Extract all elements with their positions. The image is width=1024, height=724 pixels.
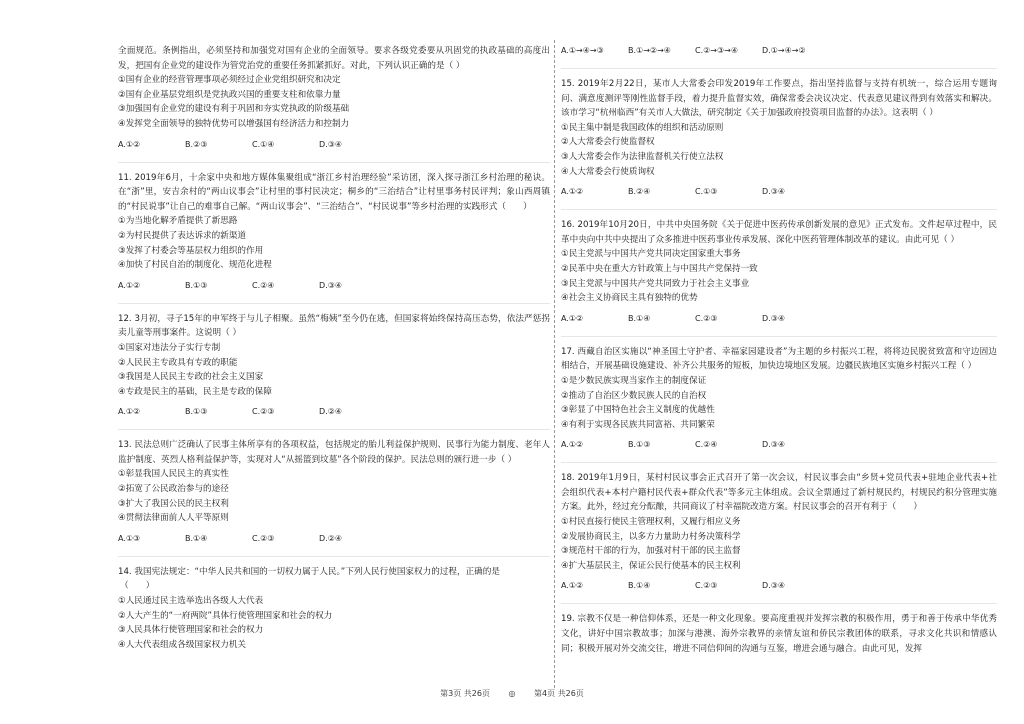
option-1: ①国有企业的经营管理事项必须经过企业党组织研究和决定	[118, 75, 341, 86]
page-footer	[0, 688, 1024, 699]
question-separator	[118, 303, 550, 304]
answer-c: C.①③	[695, 187, 718, 197]
option-4: ④人大代表组成各级国家权力机关	[118, 639, 247, 650]
answer-d: D.①→④→②	[762, 46, 806, 55]
option-1: ①人民通过民主选举选出各级人大代表	[118, 596, 264, 607]
answer-choices	[561, 579, 997, 593]
option-2: ②拓宽了公民政治参与的途径	[118, 484, 229, 495]
option-4: ④社会主义协商民主具有独特的优势	[561, 293, 698, 304]
option-2: ②人大产生的“一府两院”具体行使管理国家和社会的权力	[118, 610, 333, 621]
option-1: ①彰显我国人民民主的真实性	[118, 469, 229, 480]
option-1: ①民主集中制是我国政体的组织和活动原则	[561, 122, 724, 133]
question-11	[118, 171, 550, 293]
question-separator	[561, 209, 997, 210]
answer-choices	[118, 279, 550, 293]
question-14	[118, 565, 550, 653]
option-3: ③民主党派与中国共产党共同致力于社会主义事业	[561, 278, 750, 289]
question-separator	[561, 68, 997, 69]
right-column	[561, 44, 997, 656]
option-2: ②推动了自治区少数民族人民的自治权	[561, 390, 707, 401]
answer-a: A.①②	[118, 280, 141, 290]
answer-c: C.②③	[252, 533, 275, 543]
question-15	[561, 77, 997, 199]
option-3: ③发挥了村委会等基层权力组织的作用	[118, 245, 264, 256]
option-3: ③人民具体行使管理国家和社会的权力	[118, 625, 264, 636]
question-13	[118, 438, 550, 546]
page-number-right: 第4页 共26页	[534, 689, 584, 698]
answer-b: B.①→②→④	[628, 46, 671, 55]
answer-c: C.②③	[695, 313, 718, 323]
option-1: ①是少数民族实现当家作主的制度保证	[561, 375, 707, 386]
answer-b: B.①③	[185, 407, 208, 417]
answer-d: D.③④	[319, 280, 343, 290]
question-separator	[118, 556, 550, 557]
answer-c: C.②③	[252, 407, 275, 417]
answer-d: D.③④	[319, 139, 343, 149]
option-2: ②发展协商民主，以多方力量助力村务决策科学	[561, 531, 741, 542]
option-4: ④扩大基层民主，保证公民行使基本的民主权利	[561, 560, 741, 571]
question-stem: 15. 2019年2月22日，某市人大常委会印发2019年工作要点，指出坚持监督与支持有机统一，综合运用专题询问、满意度测评等刚性监督手段，着力提升监督实效，确保常委会决议决定、代表意见建议得到有效落实和解决。该市学习“杭州临西”有关市人大做法，研究制定《关于加强政府投资项目监督的办法》。这表明（ ）	[561, 79, 997, 119]
answer-c: C.②→③→④	[695, 46, 739, 55]
answer-choices	[118, 532, 550, 546]
question-stem: 19. 宗教不仅是一种信仰体系，还是一种文化现象。要高度重视并发挥宗教的积极作用，勇于和善于传承中华优秀文化，讲好中国宗教故事；加深与港澳、海外宗教界的亲情友谊和侨民宗教团体的联系，寻求文化共识和情感认同；积极开展对外交流交往，增进不同信仰间的沟通与互鉴，增进会通与融合。由此可见，发挥	[561, 614, 997, 654]
option-1: ①民主党派与中国共产党共同决定国家重大事务	[561, 249, 741, 260]
answer-c: C.①④	[252, 139, 275, 149]
answer-a: A.①②	[561, 187, 584, 197]
answer-a: A.①②	[118, 407, 141, 417]
question-stem: 14. 我国宪法规定：“中华人民共和国的一切权力属于人民。”下列人民行使国家权力的过程，正确的是	[118, 566, 500, 577]
question-stem: 12. 3月初，寻子15年的申军终于与儿子相聚。虽然“梅姨”至今仍在逃，但国家将始终保持高压态势，依法严惩拐卖儿童等刑事案件。这说明（ ）	[118, 313, 550, 339]
question-19	[561, 612, 997, 656]
option-4: ④贯彻法律面前人人平等原则	[118, 513, 229, 524]
option-4: ④加快了村民自治的制度化、规范化进程	[118, 260, 272, 271]
answer-choices	[561, 438, 997, 452]
answer-choices	[118, 138, 550, 152]
answer-b: B.①④	[628, 581, 651, 591]
page-number-left: 第3页 共26页	[440, 689, 490, 698]
center-mark: ◎	[508, 689, 516, 698]
answer-b: B.②④	[628, 187, 651, 197]
answer-a: A.①→④→③	[561, 46, 604, 55]
option-3: ③人大常委会作为法律监督机关行使立法权	[561, 151, 724, 162]
answer-choices	[118, 405, 550, 419]
question-separator	[118, 429, 550, 430]
answer-d: D.③④	[762, 187, 786, 197]
question-separator	[561, 462, 997, 463]
question-intro	[118, 44, 550, 152]
option-3: ③彰显了中国特色社会主义制度的优越性	[561, 405, 715, 416]
option-1: ①村民直接行使民主管理权利，又履行相应义务	[561, 517, 741, 528]
answer-b: B.①③	[185, 280, 208, 290]
question-stem: 13. 民法总则广泛确认了民事主体所享有的各项权益，包括规定的胎儿利益保护规则、民事行为能力制度、老年人监护制度、英烈人格利益保护等，实现对人“从摇篮到坟墓”各个阶段的保护。民法总则的颁行进一步（ ）	[118, 440, 550, 465]
question-stem: 全面规范。条例指出，必须坚持和加强党对国有企业的全面领导。要求各级党委要从巩固党的执政基础的高度出发，把国有企业党的建设作为管党治党的重要任务抓紧抓好。对此，下列认识正确的是（ ）	[118, 46, 550, 71]
option-4: ④发挥党全面领导的独特优势可以增强国有经济活力和控制力	[118, 118, 350, 129]
option-3: ③扩大了我国公民的民主权利	[118, 498, 229, 509]
option-2: ②民革中央在重大方针政策上与中国共产党保持一致	[561, 263, 758, 274]
answer-choices-q14	[561, 44, 997, 58]
question-17	[561, 345, 997, 453]
answer-d: D.③④	[762, 581, 786, 591]
question-18	[561, 471, 997, 593]
option-4: ④专政是民主的基础，民主是专政的保障	[118, 386, 272, 397]
question-16	[561, 218, 997, 326]
question-separator	[561, 336, 997, 337]
answer-d: D.③④	[762, 440, 786, 450]
option-2: ②人民民主专政具有专政的职能	[118, 357, 238, 368]
answer-b: B.①④	[185, 533, 208, 543]
answer-choices	[561, 312, 997, 326]
answer-parenthesis: （ ）	[120, 581, 155, 592]
answer-c: C.②④	[252, 280, 275, 290]
answer-c: C.②③	[695, 581, 718, 591]
option-2: ②人大常委会行使监督权	[561, 137, 655, 148]
question-stem: 17. 西藏自治区实施以“神圣国土守护者、幸福家园建设者”为主题的乡村振兴工程，将将边民脱贫致富和守边固边相结合，开展基础设施建设、补齐公共服务的短板，加快边境地区发展。边疆民族地区实施乡村振兴工程（ ）	[561, 346, 997, 372]
column-divider	[554, 40, 555, 688]
answer-d: D.③④	[762, 313, 786, 323]
option-3: ③规范村干部的行为，加强对村干部的民主监督	[561, 546, 741, 557]
answer-b: B.①③	[628, 440, 651, 450]
option-1: ①为当地化解矛盾提供了新思路	[118, 216, 238, 227]
option-4: ④有利于实现各民族共同富裕、共同繁荣	[561, 419, 715, 430]
answer-a: A.①②	[561, 440, 584, 450]
question-separator	[118, 162, 550, 163]
option-2: ②为村民提供了表达诉求的新渠道	[118, 230, 247, 241]
question-separator	[561, 603, 997, 604]
answer-a: A.①③	[118, 533, 141, 543]
answer-a: A.①②	[561, 581, 584, 591]
answer-a: A.①②	[118, 139, 141, 149]
answer-d: D.②④	[319, 533, 343, 543]
option-2: ②国有企业基层党组织是党执政兴国的重要支柱和依靠力量	[118, 89, 341, 100]
left-column	[118, 44, 550, 652]
option-4: ④人大常委会行使质询权	[561, 166, 655, 177]
option-3: ③加强国有企业党的建设有利于巩固和夯实党执政的阶级基础	[118, 104, 350, 115]
question-12	[118, 312, 550, 420]
answer-b: B.②③	[185, 139, 208, 149]
option-3: ③我国是人民民主专政的社会主义国家	[118, 372, 264, 383]
question-stem: 11. 2019年6月，十余家中央和地方媒体集聚组成“浙江乡村治理经验”采访团，深入探寻浙江乡村治理的秘诀。在“浙”里，安吉余村的“两山议事会”让村里的事村民决定；桐乡的“三治结合”让村里事务村民评判；象山西周镇的“村民说事”让自己的难事自己解。“两山议事会”、“三治结合”、“村民说事”等乡村治理的实践形式（ ）	[118, 172, 550, 212]
question-stem: 18. 2019年1月9日，某村村民议事会正式召开了第一次会议，村民议事会由“乡贤+党员代表+驻地企业代表+社会组织代表+本村户籍村民代表+群众代表”等多元主体组成。会议全票通过了新村规民约，村规民约积分管理实施方案。此外，经过充分酝酿，共同商议了村幸福院改造方案。村民议事会的召开有利于（ ）	[561, 473, 997, 513]
answer-b: B.①④	[628, 313, 651, 323]
answer-choices	[561, 185, 997, 199]
question-stem: 16. 2019年10月20日，中共中央国务院《关于促进中医药传承创新发展的意见》正式发布。文件起草过程中，民革中央向中共中央提出了众多推进中医药事业传承发展、深化中医药管理体制改革的建议。由此可见（ ）	[561, 220, 997, 245]
answer-a: A.①②	[561, 313, 584, 323]
answer-d: D.②④	[319, 407, 343, 417]
answer-c: C.②④	[695, 440, 718, 450]
option-1: ①国家对违法分子实行专制	[118, 342, 221, 353]
